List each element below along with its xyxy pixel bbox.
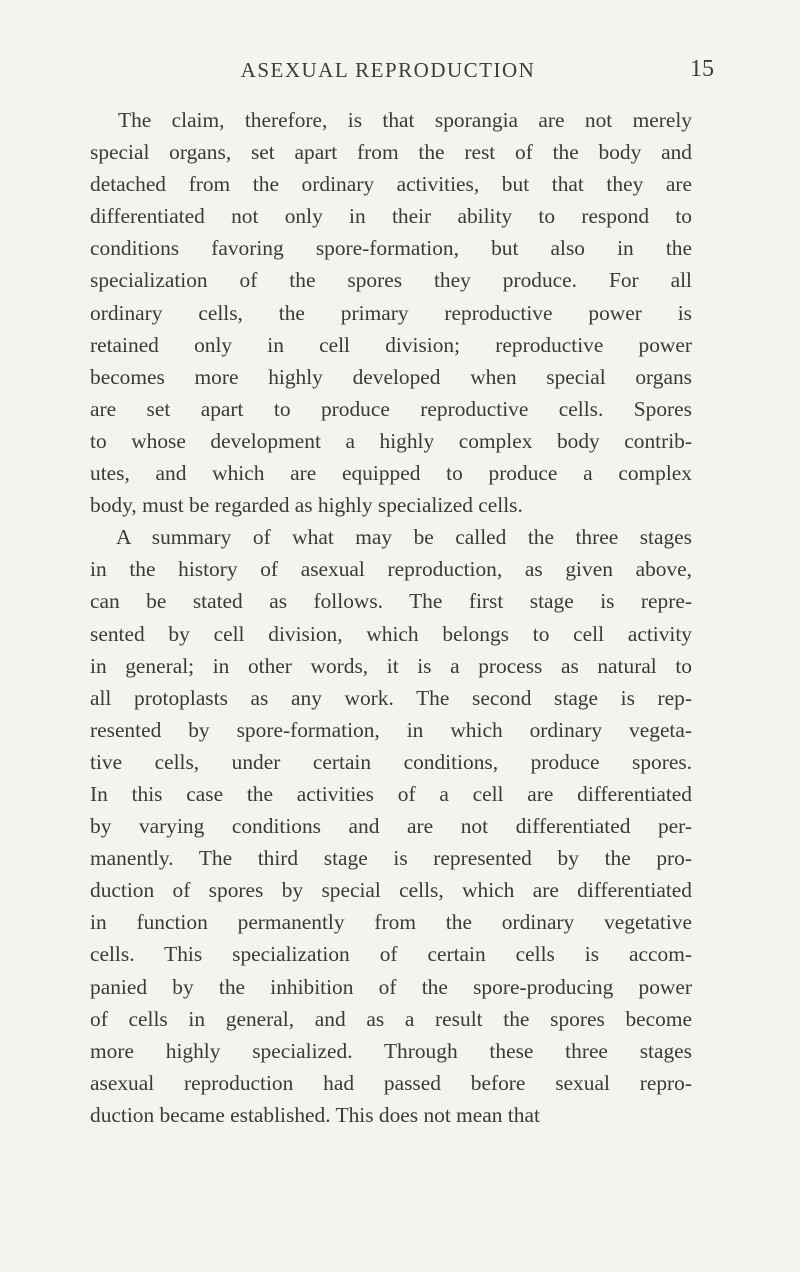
text-line: manently. The third stage is represented by the pro- [90,846,692,871]
running-head-title: ASEXUAL REPRODUCTION [240,58,536,82]
text-line: all protoplasts as any work. The second stage is rep- [90,685,692,710]
text-line: tive cells, under certain conditions, produce spores. [90,749,692,774]
text-line: becomes more highly developed when special organs [90,364,692,389]
text-line: A summary of what may be called the three stages [116,525,692,550]
body-text [90,104,692,1131]
text-line: asexual reproduction had passed before sexual repro- [90,1070,692,1095]
text-line: panied by the inhibition of the spore-producing power [90,974,692,999]
text-line: to whose development a highly complex body contrib- [90,428,692,453]
text-line: can be stated as follows. The first stage is repre- [90,589,692,614]
text-line: resented by spore-formation, in which ordinary vegeta- [90,717,692,742]
text-line: cells. This specialization of certain cells is accom- [90,942,692,967]
text-line: are set apart to produce reproductive cells. Spores [90,396,692,421]
text-line: by varying conditions and are not differentiated per- [90,814,692,839]
text-line: body, must be regarded as highly specialized cells. [90,493,523,518]
text-line: The claim, therefore, is that sporangia are not merely [118,108,692,132]
text-line: in general; in other words, it is a process as natural to [90,653,692,678]
page-number: 15 [690,56,714,82]
text-line: In this case the activities of a cell are differentiated [90,781,692,806]
text-line: differentiated not only in their ability to respond to [90,204,692,229]
text-line: special organs, set apart from the rest of the body and [90,140,692,165]
text-line: in the history of asexual reproduction, as given above, [90,557,692,582]
text-line: sented by cell division, which belongs to cell activity [90,621,692,646]
text-line: conditions favoring spore-formation, but also in the [90,236,692,261]
text-line: utes, and which are equipped to produce a complex [90,461,692,486]
text-line: ordinary cells, the primary reproductive power is [90,300,692,325]
text-line: duction became established. This does not mean that [90,1102,540,1127]
text-line: specialization of the spores they produce. For all [90,268,692,293]
text-line: detached from the ordinary activities, but that they are [90,172,692,197]
text-line: more highly specialized. Through these three stages [90,1038,692,1063]
text-line: duction of spores by special cells, which are differentiated [90,878,692,903]
text-line: retained only in cell division; reproductive power [90,332,692,357]
text-line: of cells in general, and as a result the spores become [90,1006,692,1031]
text-line: in function permanently from the ordinary vegetative [90,910,692,935]
